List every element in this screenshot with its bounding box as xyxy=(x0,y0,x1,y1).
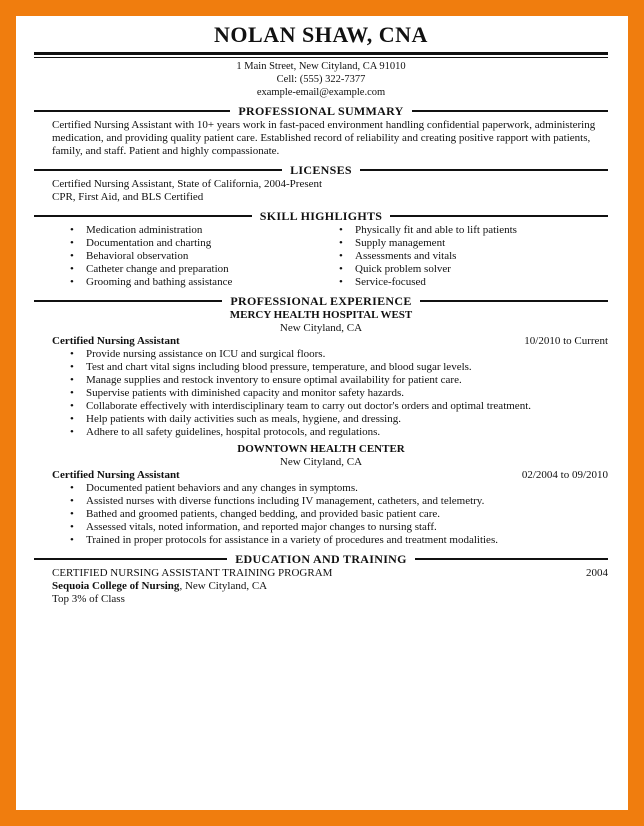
divider xyxy=(360,169,608,171)
list-item: • Behavioral observation xyxy=(70,250,339,263)
list-item: • Trained in proper protocols for assistance in a variety of procedures and treatment modalities. xyxy=(70,534,608,547)
candidate-name: NOLAN SHAW, CNA xyxy=(214,22,428,47)
list-item: • Quick problem solver xyxy=(339,263,608,276)
section-title: PROFESSIONAL SUMMARY xyxy=(238,103,404,118)
school-row xyxy=(34,580,608,593)
job-title-row xyxy=(34,469,608,482)
email: example-email@example.com xyxy=(256,87,386,98)
employer-name: MERCY HEALTH HOSPITAL WEST xyxy=(229,309,413,321)
list-item: • Provide nursing assistance on ICU and surgical floors. xyxy=(70,348,608,361)
skills-right-list xyxy=(339,224,608,289)
job-title-row xyxy=(34,335,608,348)
summary-text: Certified Nursing Assistant with 10+ years work in fast-paced environment handling confidential paperwork, administering medication, and providing quality patient care. Established record of reliability and creating positive rapport with patients, family, and staff. Patient and highly compassionate. xyxy=(52,119,596,157)
list-item: • Assisted nurses with diverse functions including IV management, catheters, and telemetry. xyxy=(70,495,608,508)
section-title: SKILL HIGHLIGHTS xyxy=(259,208,383,223)
header-rule-thick xyxy=(34,52,608,55)
address: 1 Main Street, New Cityland, CA 91010 xyxy=(236,61,406,72)
divider xyxy=(34,215,252,217)
job-role: Certified Nursing Assistant xyxy=(52,469,180,481)
job-entry xyxy=(34,443,608,547)
divider xyxy=(34,558,227,560)
job-dates: 10/2010 to Current xyxy=(524,335,608,347)
list-item: • Documented patient behaviors and any changes in symptoms. xyxy=(70,482,608,495)
education-honor: Top 3% of Class xyxy=(52,593,125,605)
list-item: • Adhere to all safety guidelines, hospital protocols, and regulations. xyxy=(70,426,608,439)
list-item: • Bathed and groomed patients, changed bedding, and provided basic patient care. xyxy=(70,508,608,521)
license-item: Certified Nursing Assistant, State of California, 2004-Present xyxy=(52,178,323,190)
skills-columns xyxy=(34,224,608,289)
list-item: • Assessed vitals, noted information, and reported major changes to nursing staff. xyxy=(70,521,608,534)
list-item: • Manage supplies and restock inventory to ensure optimal availability for patient care. xyxy=(70,374,608,387)
resume-document xyxy=(34,22,608,606)
divider xyxy=(390,215,608,217)
employer-name: DOWNTOWN HEALTH CENTER xyxy=(237,443,405,455)
skills-heading xyxy=(34,208,608,224)
employer-city: New Cityland, CA xyxy=(279,456,363,468)
divider xyxy=(34,300,222,302)
experience-heading xyxy=(34,293,608,309)
divider xyxy=(420,300,608,302)
divider xyxy=(34,169,282,171)
skills-left-list xyxy=(70,224,339,289)
list-item: • Medication administration xyxy=(70,224,339,237)
list-item: • Documentation and charting xyxy=(70,237,339,250)
divider xyxy=(34,110,230,112)
licenses-heading xyxy=(34,162,608,178)
school-location: , New Cityland, CA xyxy=(179,580,268,592)
divider xyxy=(415,558,608,560)
list-item: • Assessments and vitals xyxy=(339,250,608,263)
summary-heading xyxy=(34,103,608,119)
list-item: • Help patients with daily activities such as meals, hygiene, and dressing. xyxy=(70,413,608,426)
list-item: • Supply management xyxy=(339,237,608,250)
job-role: Certified Nursing Assistant xyxy=(52,335,180,347)
section-title: PROFESSIONAL EXPERIENCE xyxy=(230,293,412,308)
job-duties xyxy=(34,482,608,547)
list-item: • Supervise patients with diminished capacity and monitor safety hazards. xyxy=(70,387,608,400)
education-heading xyxy=(34,551,608,567)
section-title: EDUCATION AND TRAINING xyxy=(235,551,407,566)
list-item: • Grooming and bathing assistance xyxy=(70,276,339,289)
divider xyxy=(412,110,608,112)
employer-city: New Cityland, CA xyxy=(279,322,363,334)
contact-block xyxy=(34,60,608,99)
header-rule-thin xyxy=(34,57,608,58)
education-program-row xyxy=(34,567,608,580)
list-item: • Catheter change and preparation xyxy=(70,263,339,276)
job-duties xyxy=(34,348,608,439)
list-item: • Test and chart vital signs including blood pressure, temperature, and blood sugar levels. xyxy=(70,361,608,374)
list-item: • Physically fit and able to lift patients xyxy=(339,224,608,237)
job-dates: 02/2004 to 09/2010 xyxy=(521,469,608,481)
section-title: LICENSES xyxy=(290,162,352,177)
phone: Cell: (555) 322-7377 xyxy=(276,74,366,85)
license-item: CPR, First Aid, and BLS Certified xyxy=(52,191,204,203)
list-item: • Collaborate effectively with interdisciplinary team to carry out doctor's orders and optimal treatment. xyxy=(70,400,608,413)
program-year: 2004 xyxy=(586,567,608,579)
school-name: Sequoia College of Nursing xyxy=(52,580,180,592)
job-entry xyxy=(34,309,608,439)
list-item: • Service-focused xyxy=(339,276,608,289)
program-name: CERTIFIED NURSING ASSISTANT TRAINING PROGRAM xyxy=(52,567,333,579)
